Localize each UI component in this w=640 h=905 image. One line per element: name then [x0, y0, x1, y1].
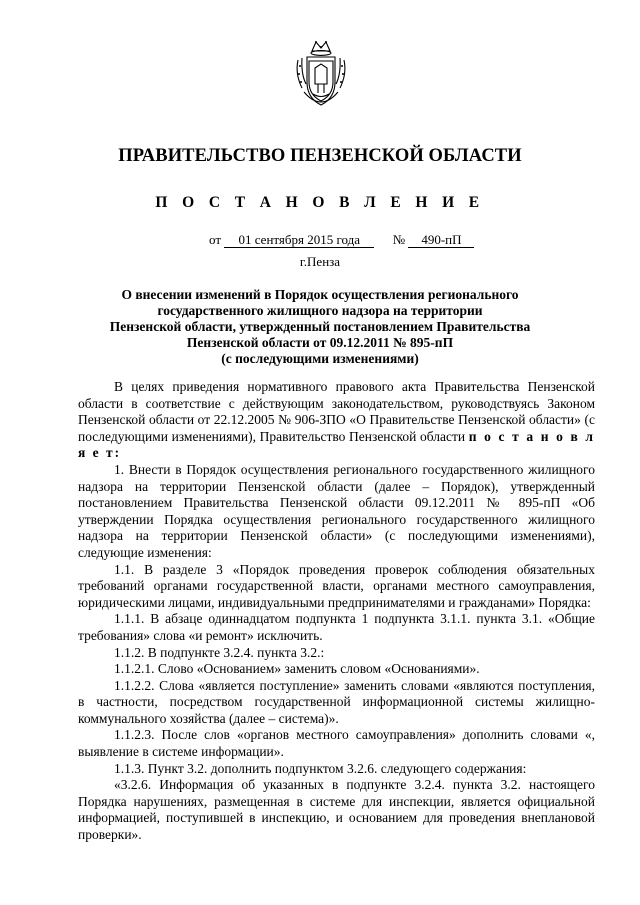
title-line: Пензенской области от 09.12.2011 № 895-пП [186, 335, 454, 350]
body-paragraph: 1.1.2.3. После слов «органов местного самоуправления» дополнить словами «, выявление в системе информации». [78, 727, 595, 760]
title-line: государственного жилищного надзора на территории [157, 303, 483, 318]
body-paragraph: 1.1. В разделе 3 «Порядок проведения проверок соблюдения обязательных требований органами государственной власти, органами местного самоуправления, юридическими лицами, индивидуальными предпринимателями и гражданами» Порядка: [78, 561, 595, 610]
coat-of-arms-icon [292, 38, 350, 112]
body-paragraph: 1.1.2.1. Слово «Основанием» заменить словом «Основаниями». [114, 661, 480, 677]
preamble-text: В целях приведения нормативного правового акта Правительства Пензенской области в соответствие с действующим законодательством, руководствуясь Законом Пензенской области от 22.12.2005 № 906-ЗПО «О Правительстве Пензенской области» (с последующими изменениями), Правительство Пензенской области [78, 379, 595, 444]
date-prefix: от [209, 232, 222, 247]
document-type: П О С Т А Н О В Л Е Н И Е [155, 194, 485, 211]
body-paragraph: «3.2.6. Информация об указанных в подпункте 3.2.4. пункта 3.2. настоящего Порядка нарушениях, размещенная в системе для инспекции, является официальной информацией, поступившей в инспекцию, и основанием для проведения внеплановой проверки». [78, 777, 595, 843]
title-line: О внесении изменений в Порядок осуществления регионального [121, 287, 519, 302]
government-name: ПРАВИТЕЛЬСТВО ПЕНЗЕНСКОЙ ОБЛАСТИ [118, 146, 522, 166]
body-paragraph [78, 379, 595, 462]
resolves-keyword: п о с т а н о в л я е т: [78, 428, 595, 461]
number-prefix: № [392, 232, 406, 247]
date-number-line [209, 232, 474, 248]
body-paragraph: 1.1.2. В подпункте 3.2.4. пункта 3.2.: [114, 644, 325, 660]
body-paragraph: 1.1.3. Пункт 3.2. дополнить подпунктом 3.2.6. следующего содержания: [114, 760, 527, 776]
title-line: Пензенской области, утвержденный постановлением Правительства [109, 319, 531, 334]
city: г.Пенза [299, 254, 341, 269]
document-title [80, 287, 560, 367]
document-number: 490-пП [408, 233, 474, 248]
document-body [78, 379, 595, 844]
title-line: (с последующими изменениями) [221, 351, 419, 366]
body-paragraph: 1. Внести в Порядок осуществления регионального государственного жилищного надзора на территории Пензенской области (далее – Порядок), утвержденный постановлением Правительства Пензенской области 09.12.2011 № 895-пП «Об утверждении Порядка осуществления регионального государственного жилищного надзора на территории Пензенской области» (с последующими изменениями), следующие изменения: [78, 461, 595, 560]
body-paragraph: 1.1.2.2. Слова «является поступление» заменить словами «являются поступления, в частности, посредством государственной информационной системы жилищно-коммунального хозяйства (далее – система)». [78, 677, 595, 726]
body-paragraph: 1.1.1. В абзаце одиннадцатом подпункта 1 подпункта 3.1.1. пункта 3.1. «Общие требования» слова «и ремонт» исключить. [78, 611, 595, 643]
document-date: 01 сентября 2015 года [224, 233, 374, 248]
